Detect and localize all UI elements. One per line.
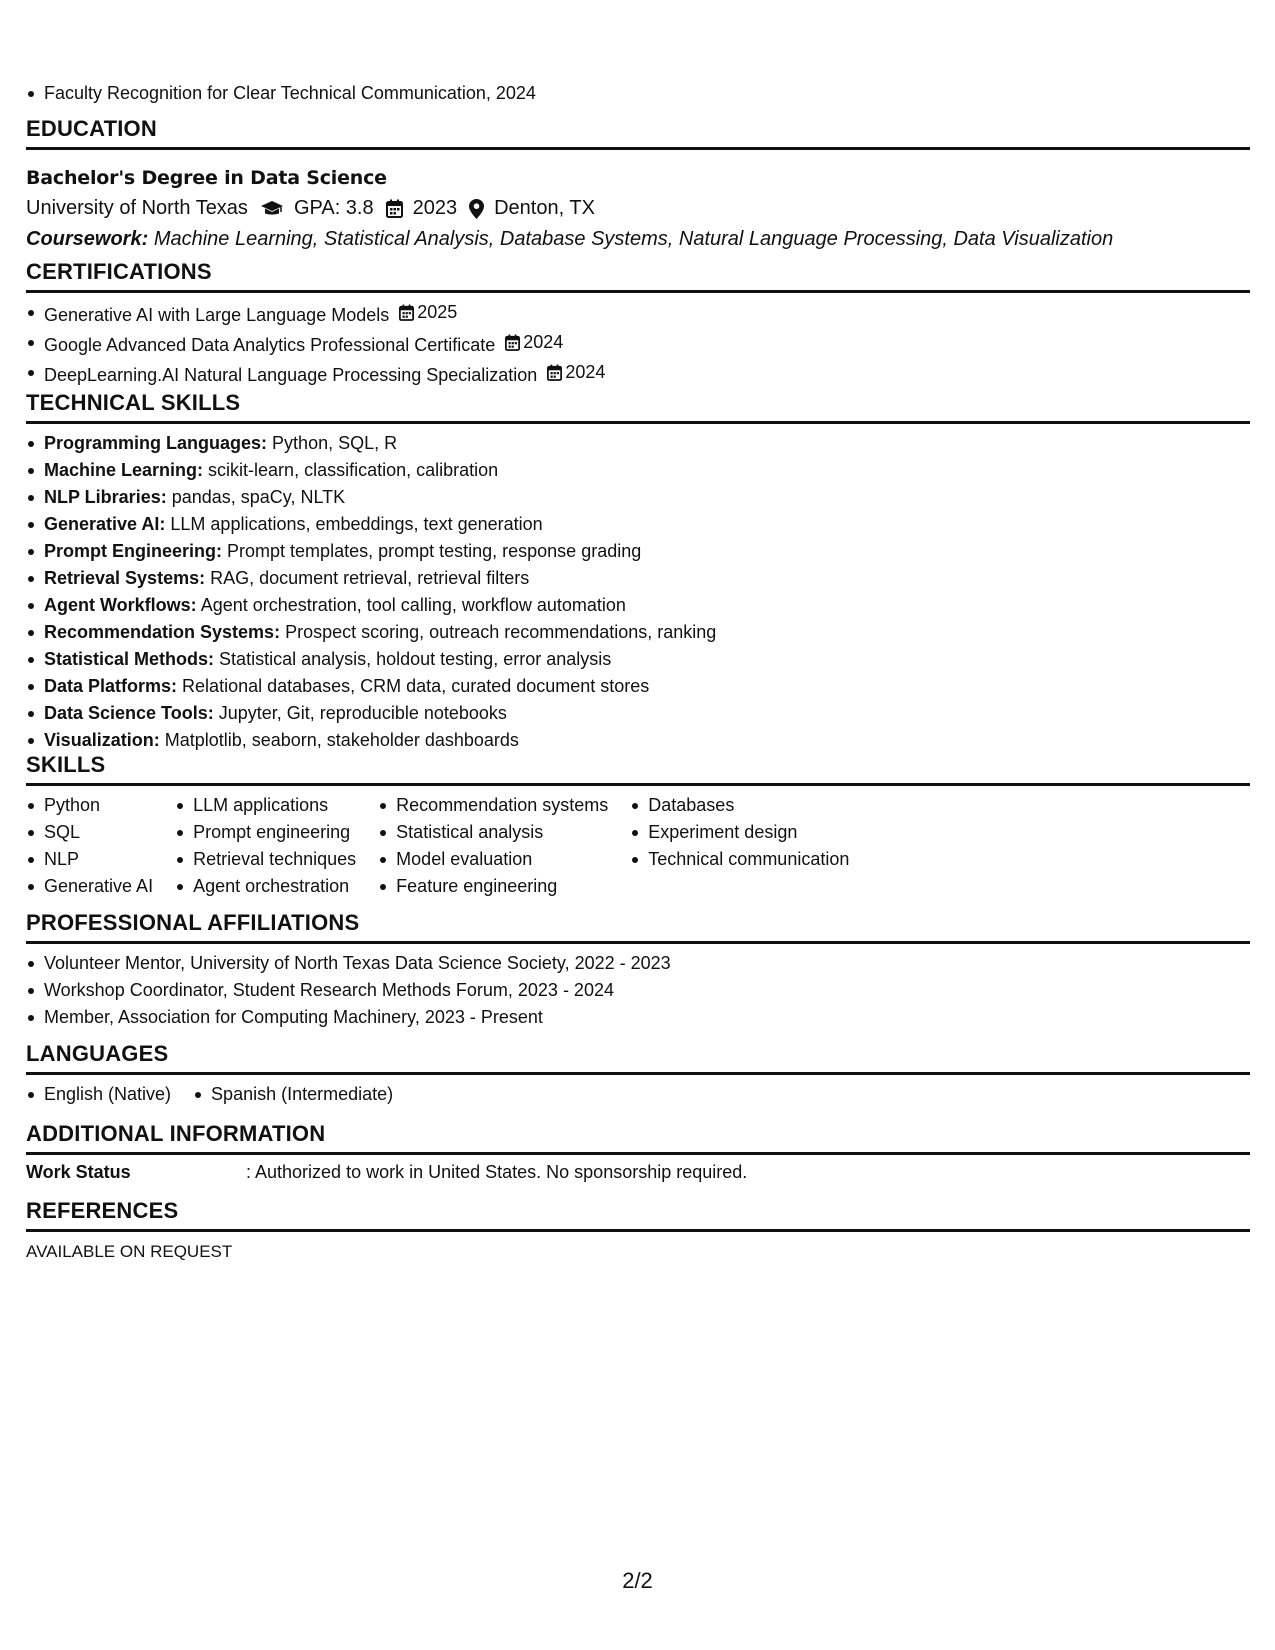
- certification-year: 2024: [565, 362, 606, 382]
- calendar-icon: [386, 199, 403, 218]
- tech-skill-value: Matplotlib, seaborn, stakeholder dashboards: [164, 730, 519, 750]
- list-item: Faculty Recognition for Clear Technical Communication, 2024: [26, 80, 536, 107]
- calendar-icon: [399, 304, 414, 321]
- coursework-list: Machine Learning, Statistical Analysis, Database Systems, Natural Language Processing, Data Visualization: [153, 228, 1114, 250]
- skill-item: Technical communication: [630, 846, 849, 873]
- skill-item: SQL: [26, 819, 153, 846]
- tech-skill-value: Agent orchestration, tool calling, workflow automation: [200, 595, 626, 615]
- certification-item: [26, 359, 605, 389]
- tech-skill-value: scikit-learn, classification, calibration: [208, 460, 499, 480]
- skill-item: Agent orchestration: [175, 873, 356, 900]
- certifications-list: [26, 299, 605, 389]
- tech-skill-label: Data Science Tools:: [44, 703, 214, 723]
- school-location: Denton, TX: [494, 197, 595, 219]
- tech-skill-label: Prompt Engineering:: [44, 541, 223, 561]
- tech-skill-label: Retrieval Systems:: [44, 568, 206, 588]
- skill-item: Experiment design: [630, 819, 849, 846]
- additional-info-heading: ADDITIONAL INFORMATION: [26, 1121, 1250, 1155]
- affiliations-list: [26, 950, 671, 1031]
- skill-item: Feature engineering: [378, 873, 608, 900]
- skill-item: NLP: [26, 846, 153, 873]
- certification-year: 2025: [417, 302, 458, 322]
- tech-skill-value: Statistical analysis, holdout testing, error analysis: [219, 649, 612, 669]
- affiliations-heading: PROFESSIONAL AFFILIATIONS: [26, 910, 1250, 944]
- tech-skill-item: [26, 673, 716, 700]
- skill-item: LLM applications: [175, 792, 356, 819]
- skills-column: [630, 792, 849, 900]
- references-text: AVAILABLE ON REQUEST: [26, 1242, 233, 1261]
- tech-skill-label: Data Platforms:: [44, 676, 178, 696]
- skills-column: [378, 792, 608, 900]
- tech-skill-item: [26, 511, 716, 538]
- affiliation-item: Volunteer Mentor, University of North Texas Data Science Society, 2022 - 2023: [26, 950, 671, 977]
- tech-skill-label: Machine Learning:: [44, 460, 204, 480]
- tech-skill-item: [26, 700, 716, 727]
- school-name: University of North Texas: [26, 197, 248, 219]
- technical-skills-list: [26, 430, 716, 754]
- tech-skill-item: [26, 430, 716, 457]
- tech-skill-label: Visualization:: [44, 730, 160, 750]
- tech-skill-label: Statistical Methods:: [44, 649, 215, 669]
- skill-item: Statistical analysis: [378, 819, 608, 846]
- page-number: 2/2: [622, 1568, 653, 1593]
- tech-skill-value: LLM applications, embeddings, text generation: [170, 514, 543, 534]
- skill-item: Model evaluation: [378, 846, 608, 873]
- certification-item: [26, 329, 605, 359]
- certification-item: [26, 299, 605, 329]
- references-heading: REFERENCES: [26, 1198, 1250, 1232]
- skill-item: Prompt engineering: [175, 819, 356, 846]
- affiliation-item: Member, Association for Computing Machinery, 2023 - Present: [26, 1004, 671, 1031]
- graduation-year: 2023: [412, 197, 458, 219]
- tech-skill-value: pandas, spaCy, NLTK: [171, 487, 346, 507]
- skills-grid: [26, 792, 871, 900]
- languages-list: [26, 1081, 415, 1108]
- technical-skills-heading: TECHNICAL SKILLS: [26, 390, 1250, 424]
- work-status-value: : Authorized to work in United States. No sponsorship required.: [246, 1162, 748, 1182]
- tech-skill-value: Python, SQL, R: [272, 433, 398, 453]
- skill-item: Databases: [630, 792, 849, 819]
- coursework: [26, 224, 1250, 255]
- calendar-icon: [547, 364, 562, 381]
- education-entry: [26, 163, 1250, 255]
- certification-name: Google Advanced Data Analytics Professional Certificate: [44, 335, 496, 355]
- tech-skill-label: Recommendation Systems:: [44, 622, 281, 642]
- tech-skill-label: Programming Languages:: [44, 433, 268, 453]
- degree-title: Bachelor's Degree in Data Science: [26, 167, 387, 189]
- graduation-cap-icon: [260, 200, 284, 218]
- tech-skill-item: [26, 646, 716, 673]
- certification-name: DeepLearning.AI Natural Language Processing Specialization: [44, 365, 538, 385]
- tech-skill-item: [26, 592, 716, 619]
- tech-skill-item: [26, 484, 716, 511]
- work-status-row: [26, 1159, 747, 1186]
- tech-skill-label: Agent Workflows:: [44, 595, 197, 615]
- tech-skill-label: Generative AI:: [44, 514, 166, 534]
- map-pin-icon: [469, 199, 484, 219]
- skill-item: Recommendation systems: [378, 792, 608, 819]
- tech-skill-label: NLP Libraries:: [44, 487, 167, 507]
- certifications-heading: CERTIFICATIONS: [26, 259, 1250, 293]
- tech-skill-item: [26, 457, 716, 484]
- certification-name: Generative AI with Large Language Models: [44, 305, 390, 325]
- tech-skill-item: [26, 727, 716, 754]
- tech-skill-item: [26, 538, 716, 565]
- tech-skill-value: RAG, document retrieval, retrieval filters: [210, 568, 530, 588]
- tech-skill-item: [26, 619, 716, 646]
- language-item: Spanish (Intermediate): [193, 1081, 393, 1108]
- calendar-icon: [505, 334, 520, 351]
- skill-item: Python: [26, 792, 153, 819]
- work-status-label: Work Status: [26, 1162, 131, 1182]
- skill-item: Retrieval techniques: [175, 846, 356, 873]
- tech-skill-value: Prompt templates, prompt testing, response grading: [227, 541, 642, 561]
- language-item: English (Native): [26, 1081, 171, 1108]
- skills-heading: SKILLS: [26, 752, 1250, 786]
- skills-column: [26, 792, 153, 900]
- tech-skill-value: Jupyter, Git, reproducible notebooks: [218, 703, 507, 723]
- tech-skill-value: Relational databases, CRM data, curated document stores: [182, 676, 650, 696]
- certification-year: 2024: [523, 332, 564, 352]
- awards-continued-list: [26, 80, 536, 107]
- affiliation-item: Workshop Coordinator, Student Research Methods Forum, 2023 - 2024: [26, 977, 671, 1004]
- skills-column: [175, 792, 356, 900]
- tech-skill-item: [26, 565, 716, 592]
- skill-item: Generative AI: [26, 873, 153, 900]
- tech-skill-value: Prospect scoring, outreach recommendations, ranking: [285, 622, 717, 642]
- education-meta: [26, 193, 1250, 224]
- gpa-value: GPA: 3.8: [293, 197, 374, 219]
- education-heading: EDUCATION: [26, 116, 1250, 150]
- languages-heading: LANGUAGES: [26, 1041, 1250, 1075]
- coursework-label: Coursework:: [26, 228, 149, 250]
